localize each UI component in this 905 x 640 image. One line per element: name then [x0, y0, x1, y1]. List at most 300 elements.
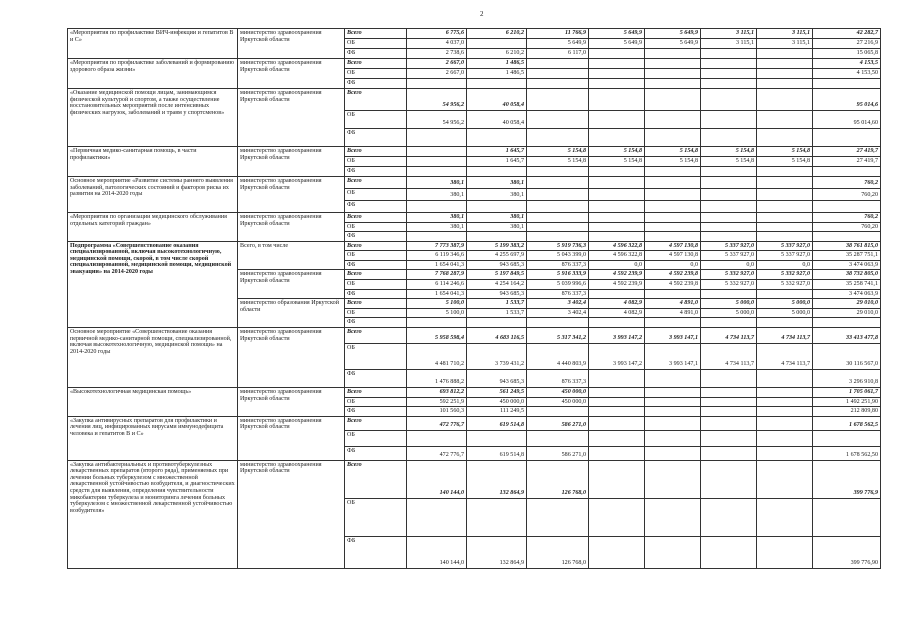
amount-cell [645, 89, 701, 111]
amount-cell: 693 812,2 [407, 387, 467, 397]
amount-cell [813, 232, 881, 242]
amount-cell [589, 318, 645, 328]
amount-cell: 1 533,7 [467, 299, 527, 309]
amount-cell: 54 956,2 [407, 89, 467, 111]
amount-cell [757, 79, 813, 89]
activity-name: «Мероприятия по профилактике заболеваний и формированию здорового образа жизни» [68, 59, 238, 89]
amount-cell: 0,0 [757, 260, 813, 270]
amount-cell [645, 460, 701, 498]
amount-cell: 126 768,0 [527, 460, 589, 498]
amount-cell: 6 117,0 [527, 49, 589, 59]
amount-cell: 5 337 927,0 [701, 241, 757, 251]
amount-cell [757, 397, 813, 407]
activity-name: «Закупка антибактериальных и противотуберкулезных лекарственных препаратов (второго ряда), применяемых при лечении больных туберкулезом с множественной лекарственной устойчивостью возбудителя, и диагностических средств для выявления, определения чувствительности микобактерии туберкулеза и мониторинга лечения больных туберкулезом с множественной лекарственной устойчивостью возбудителя» [68, 460, 238, 568]
amount-cell [757, 201, 813, 213]
amount-cell: 0,0 [645, 260, 701, 270]
amount-cell [701, 232, 757, 242]
executor-cell: министерство здравоохранения Иркутской области [238, 387, 345, 416]
amount-cell [645, 407, 701, 417]
amount-cell: 27 419,7 [813, 147, 881, 157]
amount-cell [589, 129, 645, 147]
amount-cell: 1 645,7 [467, 147, 527, 157]
amount-cell [467, 39, 527, 49]
amount-cell [467, 430, 527, 446]
amount-cell [589, 79, 645, 89]
funding-source: ОБ [345, 251, 407, 261]
amount-cell: 5 332 927,0 [757, 280, 813, 290]
amount-cell [645, 498, 701, 536]
amount-cell [527, 213, 589, 223]
activity-name: «Закупка антивирусных препаратов для профилактики и лечения лиц, инфицированных вирусами иммунодефицита человека и гепатитов В и С» [68, 416, 238, 460]
amount-cell: 5 649,9 [527, 39, 589, 49]
amount-cell [645, 167, 701, 177]
amount-cell [527, 222, 589, 232]
amount-cell: 5 958 598,4 [407, 327, 467, 343]
table-row [68, 387, 881, 397]
amount-cell: 101 560,3 [407, 407, 467, 417]
amount-cell: 4 683 116,5 [467, 327, 527, 343]
amount-cell [701, 407, 757, 417]
amount-cell [645, 416, 701, 430]
amount-cell: 140 144,0 [407, 460, 467, 498]
funding-source: ФБ [345, 49, 407, 59]
amount-cell [527, 201, 589, 213]
amount-cell [813, 79, 881, 89]
amount-cell: 4 592 239,9 [589, 270, 645, 280]
amount-cell: 4 440 803,9 [527, 343, 589, 369]
amount-cell [407, 318, 467, 328]
amount-cell [527, 69, 589, 79]
amount-cell [467, 201, 527, 213]
amount-cell: 4 596 322,8 [589, 251, 645, 261]
amount-cell: 760,2 [813, 177, 881, 189]
amount-cell: 619 514,8 [467, 446, 527, 460]
funding-source: ОБ [345, 222, 407, 232]
amount-cell [527, 89, 589, 111]
funding-source: ФБ [345, 536, 407, 568]
amount-cell: 3 993 147,1 [645, 327, 701, 343]
amount-cell: 140 144,0 [407, 536, 467, 568]
amount-cell [757, 129, 813, 147]
amount-cell: 592 251,9 [407, 397, 467, 407]
executor-cell: министерство здравоохранения Иркутской области [238, 327, 345, 387]
executor-cell: министерство образования Иркутской области [238, 299, 345, 328]
amount-cell: 1 654 041,3 [407, 260, 467, 270]
amount-cell: 5 649,9 [645, 39, 701, 49]
amount-cell: 4 597 130,8 [645, 241, 701, 251]
activity-name: «Первичная медико-санитарная помощь, в части профилактики» [68, 147, 238, 177]
amount-cell [527, 232, 589, 242]
amount-cell [701, 167, 757, 177]
amount-cell [589, 430, 645, 446]
page-number: 2 [480, 10, 484, 18]
amount-cell [701, 416, 757, 430]
amount-cell [701, 397, 757, 407]
amount-cell [701, 369, 757, 387]
amount-cell [407, 129, 467, 147]
amount-cell [589, 89, 645, 111]
amount-cell [589, 189, 645, 201]
amount-cell: 760,20 [813, 222, 881, 232]
amount-cell: 399 776,90 [813, 536, 881, 568]
amount-cell: 1 678 562,50 [813, 446, 881, 460]
subprogram-name: Подпрограмма «Совершенствование оказания специализированной, включая высокотехнологичную, медицинской помощи, скорой, в том числе скорой специализированной, медицинской помощи, медицинской эвакуации» на 2014-2020 годы [68, 241, 238, 327]
amount-cell: 3 115,1 [701, 29, 757, 39]
table-row [68, 327, 881, 343]
funding-source: ФБ [345, 201, 407, 213]
amount-cell [701, 289, 757, 299]
executor-cell: Всего, в том числе [238, 241, 345, 270]
amount-cell: 95 014,60 [813, 111, 881, 129]
amount-cell: 2 667,0 [407, 69, 467, 79]
amount-cell [757, 69, 813, 79]
funding-source: ФБ [345, 369, 407, 387]
amount-cell: 619 514,8 [467, 416, 527, 430]
amount-cell [757, 49, 813, 59]
amount-cell [589, 59, 645, 69]
amount-cell: 3 115,1 [757, 29, 813, 39]
table-row [68, 147, 881, 157]
amount-cell [527, 498, 589, 536]
amount-cell [645, 387, 701, 397]
amount-cell: 1 476 888,2 [407, 369, 467, 387]
amount-cell: 40 058,4 [467, 111, 527, 129]
amount-cell: 27 419,7 [813, 157, 881, 167]
funding-source: Всего [345, 29, 407, 39]
amount-cell: 561 249,5 [467, 387, 527, 397]
amount-cell [645, 232, 701, 242]
funding-source: Всего [345, 416, 407, 430]
amount-cell [813, 201, 881, 213]
amount-cell [467, 129, 527, 147]
amount-cell: 399 776,9 [813, 460, 881, 498]
amount-cell [527, 167, 589, 177]
amount-cell [467, 318, 527, 328]
amount-cell: 4 153,50 [813, 69, 881, 79]
amount-cell: 33 413 477,8 [813, 327, 881, 343]
amount-cell [701, 201, 757, 213]
amount-cell: 586 271,0 [527, 446, 589, 460]
funding-source: Всего [345, 89, 407, 111]
funding-source: ОБ [345, 430, 407, 446]
amount-cell [757, 59, 813, 69]
amount-cell [757, 498, 813, 536]
table-row [68, 241, 881, 251]
amount-cell: 95 014,6 [813, 89, 881, 111]
amount-cell [645, 536, 701, 568]
amount-cell: 5 154,8 [645, 147, 701, 157]
amount-cell: 6 210,2 [467, 29, 527, 39]
amount-cell: 3 993 147,2 [589, 327, 645, 343]
amount-cell: 4 481 710,2 [407, 343, 467, 369]
table-row [68, 89, 881, 111]
funding-source: ОБ [345, 343, 407, 369]
amount-cell [757, 416, 813, 430]
amount-cell [701, 318, 757, 328]
funding-source: Всего [345, 270, 407, 280]
activity-name: Основное мероприятие «Развитие системы раннего выявления заболеваний, патологических состояний и факторов риска их развития на 2014-2020 годы [68, 177, 238, 213]
amount-cell: 4 734 113,7 [701, 327, 757, 343]
amount-cell: 5 100,0 [407, 308, 467, 318]
amount-cell [813, 167, 881, 177]
amount-cell: 132 864,9 [467, 460, 527, 498]
table-row [68, 177, 881, 189]
amount-cell: 5 000,0 [701, 299, 757, 309]
amount-cell [589, 222, 645, 232]
amount-cell: 5 916 333,9 [527, 270, 589, 280]
amount-cell [589, 536, 645, 568]
funding-source: ФБ [345, 232, 407, 242]
amount-cell [407, 498, 467, 536]
budget-table [67, 28, 881, 569]
amount-cell [407, 167, 467, 177]
amount-cell [589, 111, 645, 129]
amount-cell [645, 201, 701, 213]
amount-cell: 27 216,9 [813, 39, 881, 49]
amount-cell: 40 058,4 [467, 89, 527, 111]
funding-source: ФБ [345, 446, 407, 460]
funding-source: ОБ [345, 308, 407, 318]
amount-cell: 4 592 239,8 [645, 280, 701, 290]
amount-cell [645, 430, 701, 446]
amount-cell: 1 486,5 [467, 69, 527, 79]
amount-cell: 7 773 387,9 [407, 241, 467, 251]
funding-source: ОБ [345, 69, 407, 79]
amount-cell: 5 649,9 [645, 29, 701, 39]
amount-cell: 1 486,5 [467, 59, 527, 69]
activity-name: «Оказание медицинской помощи лицам, занимающимся физической культурой и спортом, а также осуществление восстановительных мероприятий после интенсивных физических нагрузок, заболеваний и травм у спортсменов» [68, 89, 238, 147]
amount-cell [701, 59, 757, 69]
amount-cell: 472 776,7 [407, 416, 467, 430]
amount-cell [589, 167, 645, 177]
activity-name: Основное мероприятие «Совершенствование оказания первичной медико-санитарной помощи, специализированной, включая высокотехнологичную, медицинской помощи» на 2014-2020 годы [68, 327, 238, 387]
amount-cell [757, 460, 813, 498]
amount-cell: 4 592 239,9 [589, 280, 645, 290]
amount-cell: 4 734 113,7 [757, 327, 813, 343]
executor-cell: министерство здравоохранения Иркутской области [238, 416, 345, 460]
funding-source: Всего [345, 213, 407, 223]
amount-cell [757, 222, 813, 232]
funding-source: Всего [345, 147, 407, 157]
amount-cell: 450 000,0 [467, 397, 527, 407]
funding-source: ОБ [345, 397, 407, 407]
amount-cell: 38 761 815,0 [813, 241, 881, 251]
amount-cell [589, 213, 645, 223]
amount-cell [701, 129, 757, 147]
amount-cell [645, 289, 701, 299]
amount-cell [589, 177, 645, 189]
amount-cell [757, 430, 813, 446]
amount-cell [645, 69, 701, 79]
funding-source: ФБ [345, 79, 407, 89]
amount-cell: 35 287 751,1 [813, 251, 881, 261]
amount-cell: 876 337,3 [527, 369, 589, 387]
table-row [68, 59, 881, 69]
amount-cell [701, 387, 757, 397]
amount-cell: 4 891,0 [645, 299, 701, 309]
amount-cell: 1 645,7 [467, 157, 527, 167]
amount-cell [701, 222, 757, 232]
amount-cell: 380,1 [467, 177, 527, 189]
funding-source: ФБ [345, 289, 407, 299]
amount-cell [757, 232, 813, 242]
amount-cell: 35 258 741,1 [813, 280, 881, 290]
amount-cell: 5 337 927,0 [757, 241, 813, 251]
amount-cell [813, 430, 881, 446]
amount-cell: 54 956,2 [407, 111, 467, 129]
amount-cell: 4 597 130,8 [645, 251, 701, 261]
amount-cell: 29 010,0 [813, 299, 881, 309]
amount-cell [701, 89, 757, 111]
amount-cell: 5 154,8 [645, 157, 701, 167]
amount-cell [757, 446, 813, 460]
amount-cell: 450 000,0 [527, 397, 589, 407]
amount-cell [645, 222, 701, 232]
amount-cell: 1 654 041,3 [407, 289, 467, 299]
amount-cell: 3 474 063,9 [813, 260, 881, 270]
amount-cell: 42 282,7 [813, 29, 881, 39]
amount-cell [757, 177, 813, 189]
amount-cell [701, 69, 757, 79]
amount-cell: 30 116 567,0 [813, 343, 881, 369]
amount-cell [813, 318, 881, 328]
amount-cell: 5 154,8 [589, 147, 645, 157]
amount-cell [701, 49, 757, 59]
amount-cell: 5 154,8 [757, 147, 813, 157]
amount-cell: 0,0 [701, 260, 757, 270]
amount-cell [467, 232, 527, 242]
funding-source: ФБ [345, 129, 407, 147]
amount-cell [757, 318, 813, 328]
amount-cell: 212 809,80 [813, 407, 881, 417]
amount-cell: 6 210,2 [467, 49, 527, 59]
funding-source: ОБ [345, 157, 407, 167]
amount-cell: 29 010,0 [813, 308, 881, 318]
funding-source: ФБ [345, 167, 407, 177]
amount-cell [757, 407, 813, 417]
amount-cell: 111 249,5 [467, 407, 527, 417]
amount-cell: 1 533,7 [467, 308, 527, 318]
amount-cell: 5 154,8 [527, 157, 589, 167]
amount-cell [701, 430, 757, 446]
amount-cell: 5 197 849,5 [467, 270, 527, 280]
amount-cell: 380,1 [467, 213, 527, 223]
amount-cell [701, 446, 757, 460]
amount-cell [589, 407, 645, 417]
amount-cell: 6 119 346,6 [407, 251, 467, 261]
amount-cell: 876 337,3 [527, 289, 589, 299]
amount-cell: 5 649,9 [589, 29, 645, 39]
amount-cell [527, 407, 589, 417]
funding-source: ОБ [345, 498, 407, 536]
amount-cell [701, 213, 757, 223]
amount-cell: 6 775,6 [407, 29, 467, 39]
amount-cell [757, 111, 813, 129]
amount-cell [645, 49, 701, 59]
amount-cell [757, 387, 813, 397]
amount-cell [645, 177, 701, 189]
amount-cell: 1 678 562,5 [813, 416, 881, 430]
amount-cell: 0,0 [589, 260, 645, 270]
amount-cell [645, 369, 701, 387]
amount-cell [645, 59, 701, 69]
amount-cell [467, 498, 527, 536]
amount-cell: 4 734 113,7 [701, 343, 757, 369]
amount-cell [527, 189, 589, 201]
amount-cell [407, 201, 467, 213]
amount-cell [589, 416, 645, 430]
amount-cell: 5 317 341,2 [527, 327, 589, 343]
funding-source: Всего [345, 299, 407, 309]
amount-cell: 3 474 063,9 [813, 289, 881, 299]
executor-cell: министерство здравоохранения Иркутской области [238, 147, 345, 177]
amount-cell: 3 739 431,2 [467, 343, 527, 369]
amount-cell [757, 167, 813, 177]
table-row [68, 416, 881, 430]
funding-source: ФБ [345, 407, 407, 417]
executor-cell: министерство здравоохранения Иркутской области [238, 59, 345, 89]
executor-cell: министерство здравоохранения Иркутской области [238, 177, 345, 213]
amount-cell [527, 79, 589, 89]
amount-cell [589, 387, 645, 397]
amount-cell: 5 332 927,0 [701, 270, 757, 280]
amount-cell: 876 337,3 [527, 260, 589, 270]
funding-source: ФБ [345, 260, 407, 270]
amount-cell [701, 79, 757, 89]
executor-cell: министерство здравоохранения Иркутской области [238, 29, 345, 59]
funding-source: ОБ [345, 189, 407, 201]
amount-cell: 5 154,8 [701, 147, 757, 157]
amount-cell: 15 065,8 [813, 49, 881, 59]
amount-cell [757, 213, 813, 223]
amount-cell: 5 337 927,0 [757, 251, 813, 261]
amount-cell: 1 492 251,90 [813, 397, 881, 407]
amount-cell [589, 397, 645, 407]
funding-source: Всего [345, 59, 407, 69]
amount-cell [527, 129, 589, 147]
amount-cell [701, 189, 757, 201]
amount-cell: 2 667,0 [407, 59, 467, 69]
amount-cell [527, 59, 589, 69]
amount-cell: 5 649,9 [589, 39, 645, 49]
amount-cell [813, 129, 881, 147]
amount-cell [701, 498, 757, 536]
amount-cell: 3 993 147,2 [589, 343, 645, 369]
amount-cell: 3 402,4 [527, 299, 589, 309]
amount-cell: 472 776,7 [407, 446, 467, 460]
amount-cell: 2 738,6 [407, 49, 467, 59]
amount-cell: 5 043 399,0 [527, 251, 589, 261]
amount-cell: 4 037,0 [407, 39, 467, 49]
amount-cell: 4 255 697,9 [467, 251, 527, 261]
funding-source: ФБ [345, 318, 407, 328]
amount-cell [589, 498, 645, 536]
amount-cell: 4 592 239,8 [645, 270, 701, 280]
amount-cell: 4 891,0 [645, 308, 701, 318]
amount-cell [757, 89, 813, 111]
activity-name: «Мероприятия по организации медицинского обслуживания отдельных категорий граждан» [68, 213, 238, 242]
amount-cell: 760,2 [813, 213, 881, 223]
amount-cell [757, 536, 813, 568]
amount-cell: 6 114 246,6 [407, 280, 467, 290]
amount-cell [589, 69, 645, 79]
amount-cell [645, 318, 701, 328]
amount-cell [407, 232, 467, 242]
amount-cell [589, 369, 645, 387]
funding-source: ОБ [345, 111, 407, 129]
amount-cell [757, 369, 813, 387]
amount-cell [527, 111, 589, 129]
